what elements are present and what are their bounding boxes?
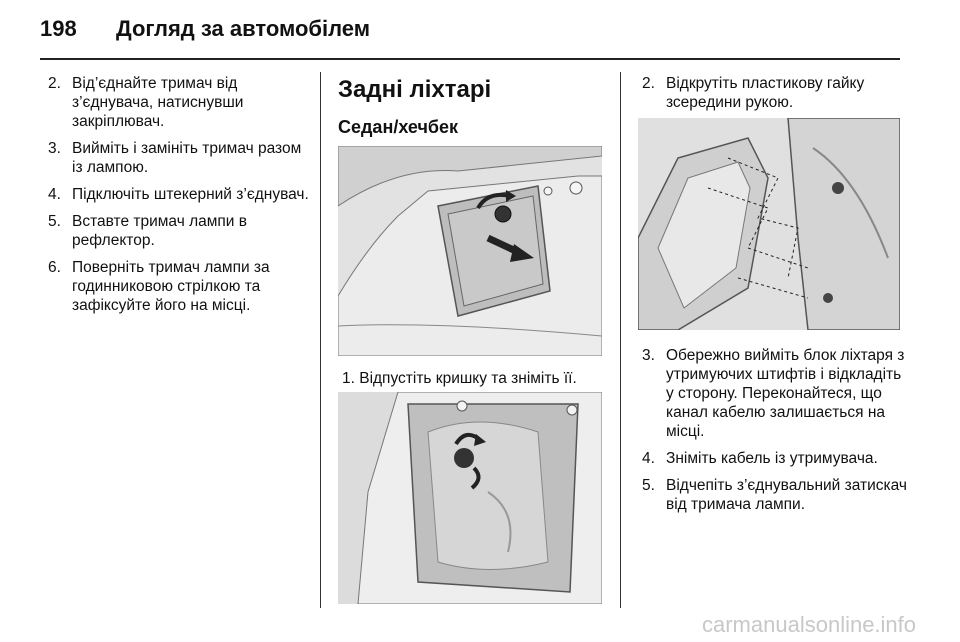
page-header-title: Догляд за автомобілем: [116, 16, 371, 41]
step-text: Вставте тримач лампи в рефлектор.: [72, 213, 247, 249]
list-item: [642, 346, 912, 441]
step-text: Відкрутіть пластикову гайку зсередини рукою.: [666, 75, 865, 111]
step-text: Від’єднайте тримач від з’єднувача, натиснувши закріплювач.: [72, 75, 244, 130]
step-text: Підключіть штекерний з’єднувач.: [72, 186, 309, 203]
column-divider-left: [320, 72, 321, 608]
list-item: [48, 74, 316, 131]
step-number: 2.: [48, 75, 61, 92]
list-item: [642, 476, 912, 514]
list-item: [48, 185, 316, 204]
figure-tail-light-unit: [638, 118, 900, 330]
right-steps-list-bottom: [642, 346, 912, 522]
header-divider: [40, 58, 900, 60]
step-number: 3.: [48, 140, 61, 157]
list-item: [48, 212, 316, 250]
list-item: [642, 449, 912, 468]
step-number: 6.: [48, 259, 61, 276]
step-number: 5.: [642, 477, 655, 494]
list-item: [48, 139, 316, 177]
page-number: 198: [40, 16, 77, 41]
figure-caption: 1. Відпустіть кришку та зніміть її.: [342, 370, 577, 387]
list-item: [642, 74, 912, 112]
step-text: Відчепіть з’єднувальний затискач від тримача лампи.: [666, 477, 908, 513]
figure-trunk-cover: [338, 146, 602, 356]
step-number: 3.: [642, 347, 655, 364]
right-steps-list-top: [642, 74, 912, 120]
watermark: carmanualsonline.info: [702, 612, 917, 637]
step-text: Зніміть кабель із утримувача.: [666, 450, 878, 467]
step-number: 5.: [48, 213, 61, 230]
step-text: Обережно вийміть блок ліхтаря з утримуючих штифтів і відкладіть у сторону. Переконайтеся, що канал кабелю залишається на місці.: [666, 347, 905, 440]
section-title: Задні ліхтарі: [338, 76, 492, 103]
column-divider-right: [620, 72, 621, 608]
step-number: 4.: [48, 186, 61, 203]
left-steps-list: [48, 74, 316, 323]
step-text: Поверніть тримач лампи за годинниковою стрілкою та зафіксуйте його на місці.: [72, 259, 270, 314]
step-number: 4.: [642, 450, 655, 467]
subsection-title: Седан/хечбек: [338, 117, 459, 137]
step-number: 2.: [642, 75, 655, 92]
figure-lamp-holder: [338, 392, 602, 604]
list-item: [48, 258, 316, 315]
step-text: Вийміть і замініть тримач разом із лампою.: [72, 140, 302, 176]
